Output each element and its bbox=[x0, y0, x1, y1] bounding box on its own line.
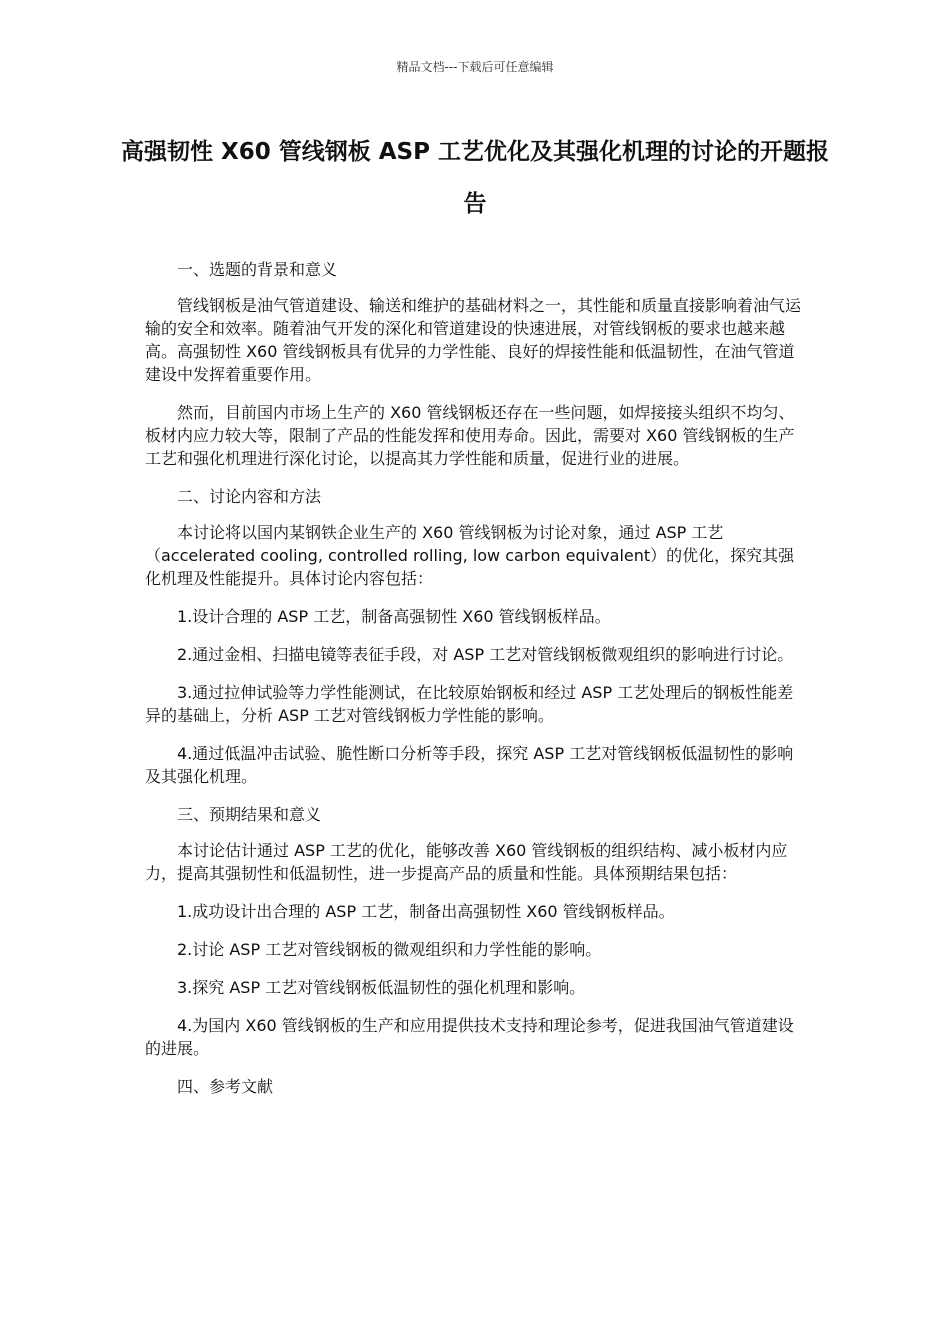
document-body bbox=[145, 258, 807, 1098]
list-item-method-1: 1.设计合理的 ASP 工艺，制备高强韧性 X60 管线钢板样品。 bbox=[177, 607, 611, 626]
list-item-method-4: 4.通过低温冲击试验、脆性断口分析等手段，探究 ASP 工艺对管线钢板低温韧性的影响及其强化机理。 bbox=[145, 744, 794, 786]
list-item-method-3: 3.通过拉伸试验等力学性能测试，在比较原始钢板和经过 ASP 工艺处理后的钢板性能差异的基础上，分析 ASP 工艺对管线钢板力学性能的影响。 bbox=[145, 683, 794, 725]
list-item-expected-4: 4.为国内 X60 管线钢板的生产和应用提供技术支持和理论参考，促进我国油气管道建设的进展。 bbox=[145, 1016, 794, 1058]
paragraph-background-2: 然而，目前国内市场上生产的 X60 管线钢板还存在一些问题，如焊接接头组织不均匀、板材内应力较大等，限制了产品的性能发挥和使用寿命。因此，需要对 X60 管线钢板的生产工艺和强化机理进行深化讨论，以提高其力学性能和质量，促进行业的进展。 bbox=[145, 403, 795, 468]
section-heading-background: 一、选题的背景和意义 bbox=[177, 260, 338, 279]
section-heading-references: 四、参考文献 bbox=[177, 1077, 274, 1096]
list-item-expected-3: 3.探究 ASP 工艺对管线钢板低温韧性的强化机理和影响。 bbox=[177, 978, 586, 997]
paragraph-methods-intro: 本讨论将以国内某钢铁企业生产的 X60 管线钢板为讨论对象，通过 ASP 工艺（accelerated cooling, controlled rolling, low carbon equivalent）的优化，探究其强化机理及性能提升。具体讨论内容包括： bbox=[145, 523, 795, 588]
paragraph-background-1: 管线钢板是油气管道建设、输送和维护的基础材料之一，其性能和质量直接影响着油气运输的安全和效率。随着油气开发的深化和管道建设的快速进展，对管线钢板的要求也越来越高。高强韧性 X60 管线钢板具有优异的力学性能、良好的焊接性能和低温韧性，在油气管道建设中发挥着重要作用。 bbox=[145, 296, 802, 384]
section-heading-methods: 二、讨论内容和方法 bbox=[177, 487, 322, 506]
paragraph-expected-intro: 本讨论估计通过 ASP 工艺的优化，能够改善 X60 管线钢板的组织结构、减小板材内应力，提高其强韧性和低温韧性，进一步提高产品的质量和性能。具体预期结果包括： bbox=[145, 841, 788, 883]
section-heading-expected: 三、预期结果和意义 bbox=[177, 805, 322, 824]
document-title: 高强韧性 X60 管线钢板 ASP 工艺优化及其强化机理的讨论的开题报告 bbox=[121, 139, 829, 217]
list-item-expected-2: 2.讨论 ASP 工艺对管线钢板的微观组织和力学性能的影响。 bbox=[177, 940, 602, 959]
list-item-method-2: 2.通过金相、扫描电镜等表征手段，对 ASP 工艺对管线钢板微观组织的影响进行讨论。 bbox=[177, 645, 794, 664]
list-item-expected-1: 1.成功设计出合理的 ASP 工艺，制备出高强韧性 X60 管线钢板样品。 bbox=[177, 902, 675, 921]
header-note: 精品文档---下载后可任意编辑 bbox=[396, 60, 554, 74]
